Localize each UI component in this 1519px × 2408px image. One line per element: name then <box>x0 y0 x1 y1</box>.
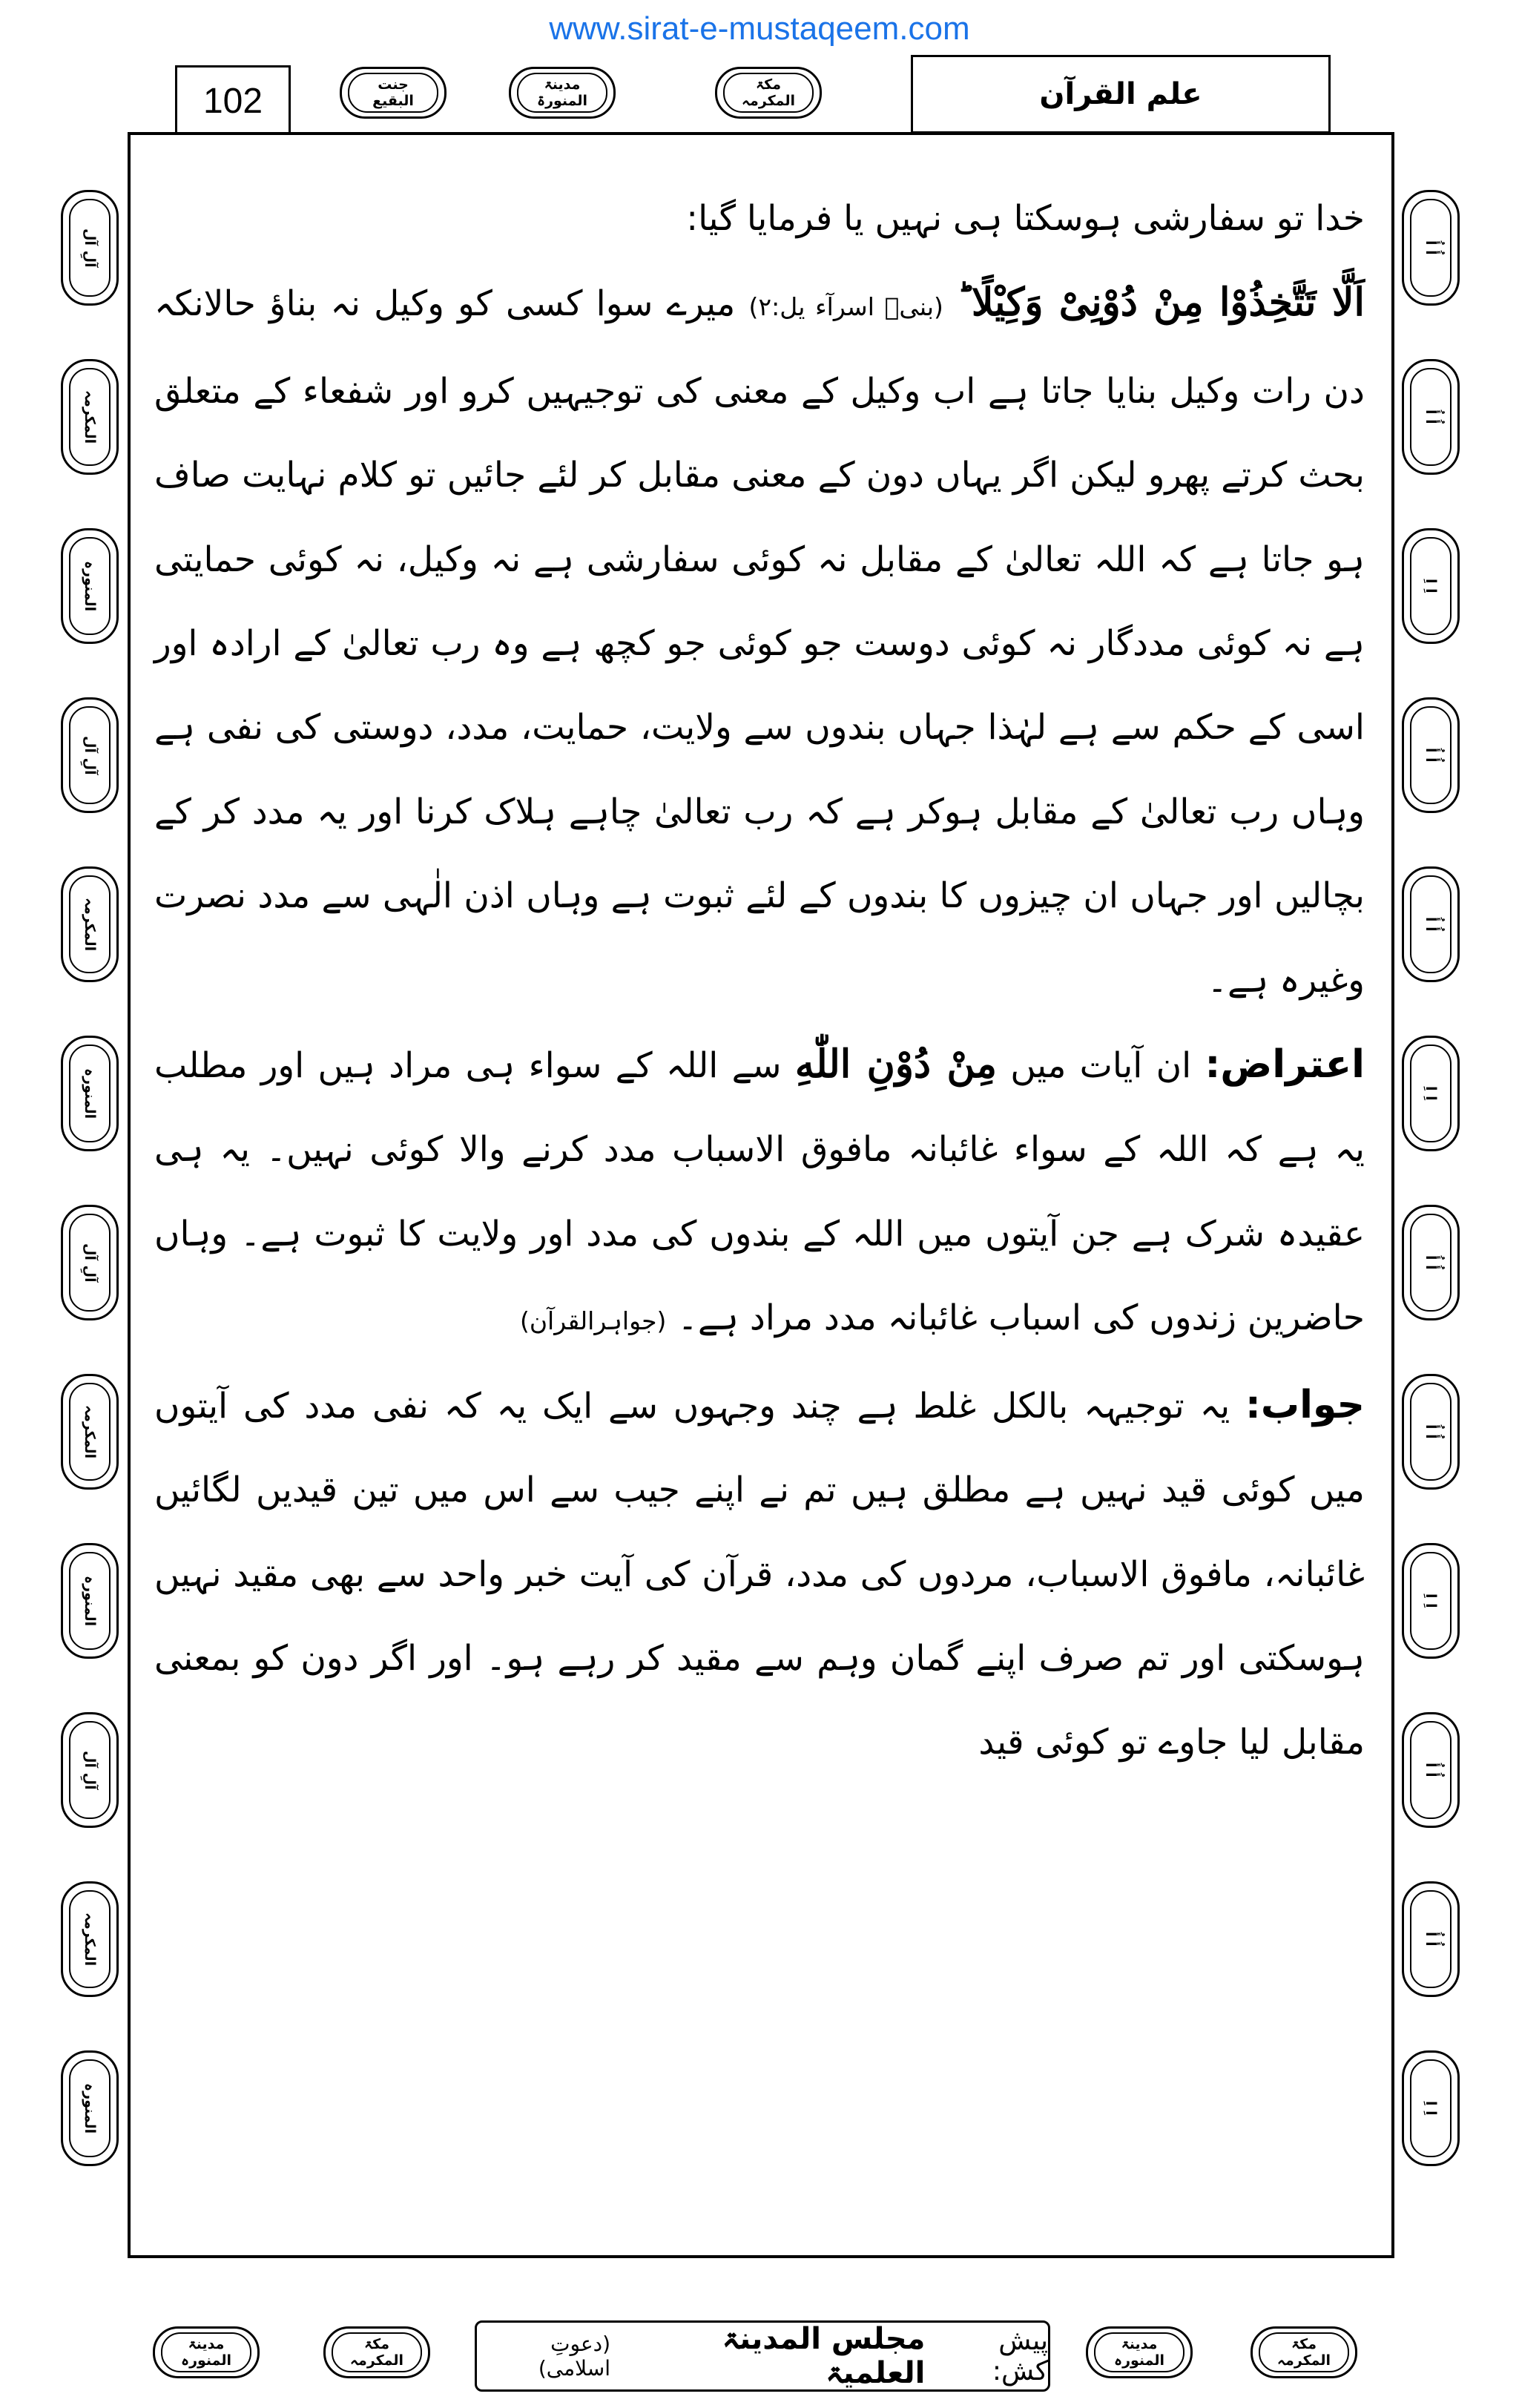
left-ornament <box>61 1374 119 1490</box>
right-ornament-label: أُ أُ <box>1410 368 1452 466</box>
left-ornament-label: آلِ آل <box>69 1721 111 1819</box>
objection-pre: ان آیات میں <box>1010 1045 1192 1087</box>
right-ornament-label: أُ أُ <box>1410 706 1452 804</box>
left-ornament <box>61 190 119 306</box>
right-ornament-label: أُ أُ <box>1410 1890 1452 1988</box>
badge-line2: البقیع <box>372 93 414 109</box>
right-ornament <box>1402 1036 1460 1151</box>
badge-line1: مدینۃ <box>544 76 581 93</box>
right-ornament <box>1402 1374 1460 1490</box>
right-ornament <box>1402 697 1460 813</box>
objection-arabic: مِنْ دُوْنِ اللّٰهِ <box>794 1042 997 1088</box>
page-body <box>154 177 1365 1785</box>
verse-paragraph <box>154 260 1365 1022</box>
left-ornament-label: المنورہ <box>69 2059 111 2157</box>
answer-paragraph <box>154 1363 1365 1785</box>
left-ornament <box>61 2050 119 2166</box>
footer-badge-makka-right <box>1251 2326 1357 2378</box>
verse-reference: (بنیۤ اسرآء یل:۲) <box>748 292 943 322</box>
right-ornament <box>1402 190 1460 306</box>
left-ornament-label: آلِ آل <box>69 199 111 297</box>
right-ornament <box>1402 1543 1460 1659</box>
badge-line1: مکۃ <box>364 2336 389 2352</box>
header-badge-jannat <box>340 67 447 119</box>
left-ornament <box>61 1881 119 1997</box>
badge-line1: جنت <box>378 76 409 93</box>
site-url[interactable]: www.sirat-e-mustaqeem.com <box>549 10 970 47</box>
badge-line2: المنورۃ <box>536 93 588 109</box>
objection-text: سے اللہ کے سواء ہی مراد ہیں اور مطلب یہ ہے کہ اللہ کے سواء غائبانہ مافوق الاسباب مدد کرنے والا کوئی نہیں۔ یہ ہی عقیدہ شرک ہے جن آیتوں میں اللہ کے بندوں کی مدد اور ولایت کا ثبوت ہے۔ وہاں حاضرین زندوں کی اسباب غائبانہ مدد مراد ہے۔ <box>154 1045 1365 1339</box>
left-ornament-label: المکرمہ <box>69 1890 111 1988</box>
right-ornament-label: أُ أُ <box>1410 1383 1452 1481</box>
objection-label: اعتراض: <box>1205 1042 1365 1088</box>
right-ornament <box>1402 1712 1460 1828</box>
right-ornament <box>1402 528 1460 644</box>
badge-line2: المنورہ <box>180 2352 232 2369</box>
right-ornament <box>1402 2050 1460 2166</box>
left-ornament-label: المنورہ <box>69 1045 111 1142</box>
objection-paragraph <box>154 1022 1365 1363</box>
organization-subtitle: (دعوتِ اسلامی) <box>538 2332 611 2381</box>
badge-line2: المکرمہ <box>741 93 796 109</box>
left-ornament-label: المکرمہ <box>69 1383 111 1481</box>
answer-text: یہ توجیہہ بالکل غلط ہے چند وجہوں سے ایک یہ کہ نفی مدد کی آیتوں میں کوئی قید نہیں ہے مطلق ہیں تم نے اپنے جیب سے اس میں تین قیدیں لگائیں غائبانہ، مافوق الاسباب، مردوں کی مدد، قرآن کی آیت خبر واحد سے بھی مقید نہیں ہوسکتی اور تم صرف اپنے گمان وہم سے مقید کر رہے ہو۔ اور اگر دون کو بمعنی مقابل لیا جاوے تو کوئی قید <box>154 1385 1365 1763</box>
left-ornament-label: المکرمہ <box>69 368 111 466</box>
badge-line1: مدینۃ <box>188 2336 225 2352</box>
left-ornament-label: المنورہ <box>69 537 111 635</box>
verse-explanation: میرے سوا کسی کو وکیل نہ بناؤ حالانکہ دن رات وکیل بنایا جاتا ہے اب وکیل کے معنی کی توجیہیں کرو اور شفعاء کے متعلق بحث کرتے پھرو لیکن اگر یہاں دون کے معنی مقابل کر لئے جائیں تو کلام نہایت صاف ہو جاتا ہے کہ اللہ تعالیٰ کے مقابل نہ کوئی سفارشی ہے نہ وکیل، نہ کوئی حمایتی ہے نہ کوئی مددگار نہ کوئی دوست جو کوئی جو کچھ ہے وہ رب تعالیٰ کے ارادہ اور اسی کے حکم سے ہے لہٰذا جہاں بندوں سے ولایت، حمایت، مدد، دوستی کی نفی ہے وہاں رب تعالیٰ کے مقابل ہوکر ہے کہ رب تعالیٰ چاہے ہلاک کرنا اور یہ مدد کر کے بچالیں اور جہاں ان چیزوں کا بندوں کے لئے ثبوت ہے وہاں اذن الٰہی سے مدد نصرت وغیرہ ہے۔ <box>154 283 1365 1001</box>
left-ornament <box>61 1205 119 1320</box>
footer-badge-madina-right <box>1086 2326 1193 2378</box>
left-ornament <box>61 1543 119 1659</box>
objection-reference: (جواہرالقرآن) <box>519 1306 667 1336</box>
left-ornament <box>61 528 119 644</box>
badge-line1: مکۃ <box>1291 2336 1317 2352</box>
right-ornament-label: اِ اِ <box>1410 2059 1452 2157</box>
presented-by-label: پیش کش: <box>992 2326 1048 2386</box>
left-ornament <box>61 1036 119 1151</box>
footer-badge-madina-left <box>153 2326 260 2378</box>
organization-name: مجلس المدینۃ العلمیۃ <box>722 2322 926 2390</box>
left-ornament <box>61 359 119 475</box>
right-ornament-label: اِ اِ <box>1410 537 1452 635</box>
left-ornament-label: المنورہ <box>69 1552 111 1650</box>
left-ornament <box>61 1712 119 1828</box>
book-title: علم القرآن <box>911 55 1331 134</box>
right-ornament <box>1402 866 1460 982</box>
left-ornament <box>61 697 119 813</box>
header-badge-makka <box>715 67 822 119</box>
left-ornament-label: آلِ آل <box>69 1214 111 1312</box>
right-ornament <box>1402 359 1460 475</box>
badge-line1: مکۃ <box>756 76 781 93</box>
badge-line2: المکرمہ <box>1276 2352 1331 2369</box>
badge-line2: المکرمہ <box>349 2352 404 2369</box>
right-ornament-label: اِ اِ <box>1410 1045 1452 1142</box>
header-badge-madina <box>509 67 616 119</box>
right-ornament <box>1402 1881 1460 1997</box>
quran-verse: اَلَّا تَتَّخِذُوْا مِنْ دُوْنِیْ وَکِیْلًا ؕ <box>957 280 1365 326</box>
right-ornament <box>1402 1205 1460 1320</box>
right-ornament-label: اِ اِ <box>1410 1552 1452 1650</box>
footer-publisher <box>475 2320 1050 2392</box>
left-ornament <box>61 866 119 982</box>
right-ornament-label: أُ أُ <box>1410 1214 1452 1312</box>
right-ornament-label: أُ أُ <box>1410 199 1452 297</box>
badge-line2: المنورہ <box>1113 2352 1165 2369</box>
right-ornament-label: أُ أُ <box>1410 1721 1452 1819</box>
footer-badge-makka-left <box>323 2326 430 2378</box>
badge-line1: مدینۃ <box>1121 2336 1158 2352</box>
page-number: 102 <box>175 65 291 136</box>
right-ornament-label: أُ أُ <box>1410 875 1452 973</box>
answer-label: جواب: <box>1245 1382 1365 1427</box>
left-ornament-label: المکرمہ <box>69 875 111 973</box>
intro-line: خدا تو سفارشی ہوسکتا ہی نہیں یا فرمایا گیا: <box>686 198 1365 239</box>
left-ornament-label: آلِ آل <box>69 706 111 804</box>
